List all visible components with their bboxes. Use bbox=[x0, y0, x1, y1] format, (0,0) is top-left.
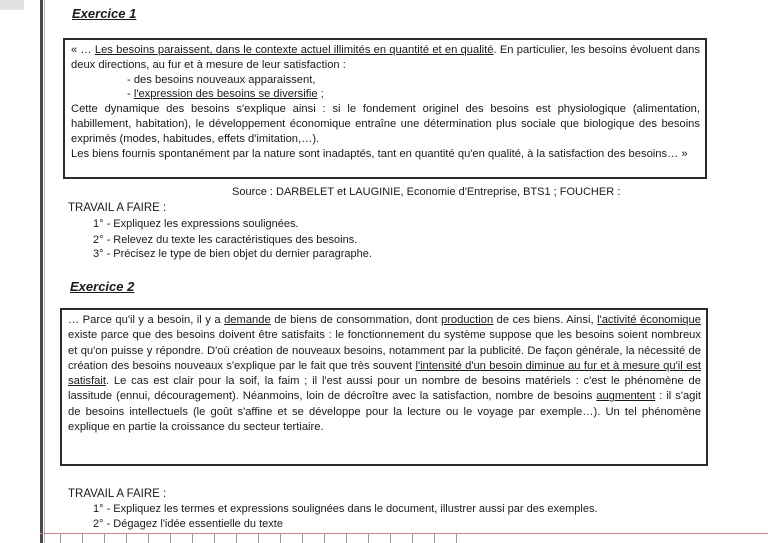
bullet-end: ; bbox=[317, 88, 324, 101]
ruler-ticks bbox=[60, 534, 460, 543]
quote-paragraph-2: Cette dynamique des besoins s'explique ainsi : si le fondement originel des besoins est physiologique (alimentation, habillement, habitation), le développement économique entraîne une détermination plus sociale que biologique des besoins exprimés (modes, habitudes, effets d'imitation,…). bbox=[71, 103, 700, 145]
text-run: de ces biens. Ainsi, bbox=[493, 314, 598, 326]
exercice1-travail-heading: TRAVAIL A FAIRE : bbox=[68, 202, 167, 214]
source-citation: Source : DARBELET et LAUGINIE, Economie d'Entreprise, BTS1 ; FOUCHER : bbox=[232, 186, 621, 198]
text-run: de biens de consommation, dont bbox=[270, 314, 441, 326]
exercice2-question-1: 1° - Expliquez les termes et expressions soulignées dans le document, illustrer aussi par des exemples. bbox=[93, 503, 598, 515]
exercice1-quote-box bbox=[63, 38, 707, 179]
quote-text: . En particulier, les besoins évoluent dans deux directions, au fur et à mesure de leur satisfaction : bbox=[71, 44, 700, 71]
quote-paragraph-3: Les biens fournis spontanément par la nature sont inadaptés, tant en quantité qu'en qualité, à la satisfaction des besoins… » bbox=[71, 147, 688, 160]
exercice1-question-3: 3° - Précisez le type de bien objet du dernier paragraphe. bbox=[93, 248, 372, 260]
exercice1-question-2: 2° - Relevez du texte les caractéristiques des besoins. bbox=[93, 234, 358, 246]
exercice2-paragraph bbox=[68, 313, 701, 435]
quote-bullet-2 bbox=[71, 87, 700, 102]
exercice2-text-box bbox=[60, 308, 708, 466]
bullet-dash: - bbox=[127, 88, 134, 101]
underlined-term-production: production bbox=[440, 314, 494, 326]
quote-paragraph-1 bbox=[71, 43, 700, 73]
underlined-term-demande: demande bbox=[224, 314, 271, 326]
underlined-term-intensite: l'intensité d'un besoin diminue au fur et à mesure qu'il est satisfait bbox=[68, 359, 701, 388]
underlined-expression-1: Les besoins paraissent, dans le contexte actuel illimités en quantité et en qualité bbox=[94, 44, 494, 56]
quote-open: « … bbox=[71, 44, 95, 56]
underlined-term-activite: l'activité économique bbox=[597, 314, 701, 326]
margin-line-secondary bbox=[44, 0, 45, 543]
scan-mark bbox=[0, 0, 24, 10]
quote-bullet-1: - des besoins nouveaux apparaissent, bbox=[127, 73, 316, 86]
text-run: . Le cas est clair pour la soif, la faim ; il l'est aussi pour un nombre de besoins matériels : c'est le phénomène de lassitude (ennui, découragement). Néanmoins, loin de décroître avec la satisfaction, nombre de besoins bbox=[68, 375, 701, 403]
exercice1-question-1: 1° - Expliquez les expressions soulignées. bbox=[93, 218, 299, 230]
exercice1-title: Exercice 1 bbox=[72, 6, 137, 21]
margin-line bbox=[40, 0, 43, 543]
text-run: : il s'agit de besoins intellectuels (le goût s'affine et se développe pour la lecture ou le voyage par exemple…). Un tel phénomène explique en partie la croissance du secteur tertiaire. bbox=[68, 390, 701, 434]
text-run: … Parce qu'il y a besoin, il y a bbox=[68, 314, 225, 326]
underlined-expression-2: l'expression des besoins se diversifie bbox=[133, 88, 318, 101]
exercice2-question-2: 2° - Dégagez l'idée essentielle du texte bbox=[93, 518, 283, 530]
exercice2-title: Exercice 2 bbox=[70, 279, 135, 294]
exercice2-travail-heading: TRAVAIL A FAIRE : bbox=[68, 488, 167, 500]
underlined-term-augmentent: augmentent bbox=[596, 390, 656, 403]
text-run: existe parce que des besoins doivent être satisfaits : le fonctionnement du système suppose que les besoins soient nombreux et qu'on puisse y répondre. D'où création de nouveaux besoins, notamment par la publicité. De façon générale, la nécessité de création des besoins nouveaux s'explique par le fait que très souvent bbox=[68, 329, 701, 372]
